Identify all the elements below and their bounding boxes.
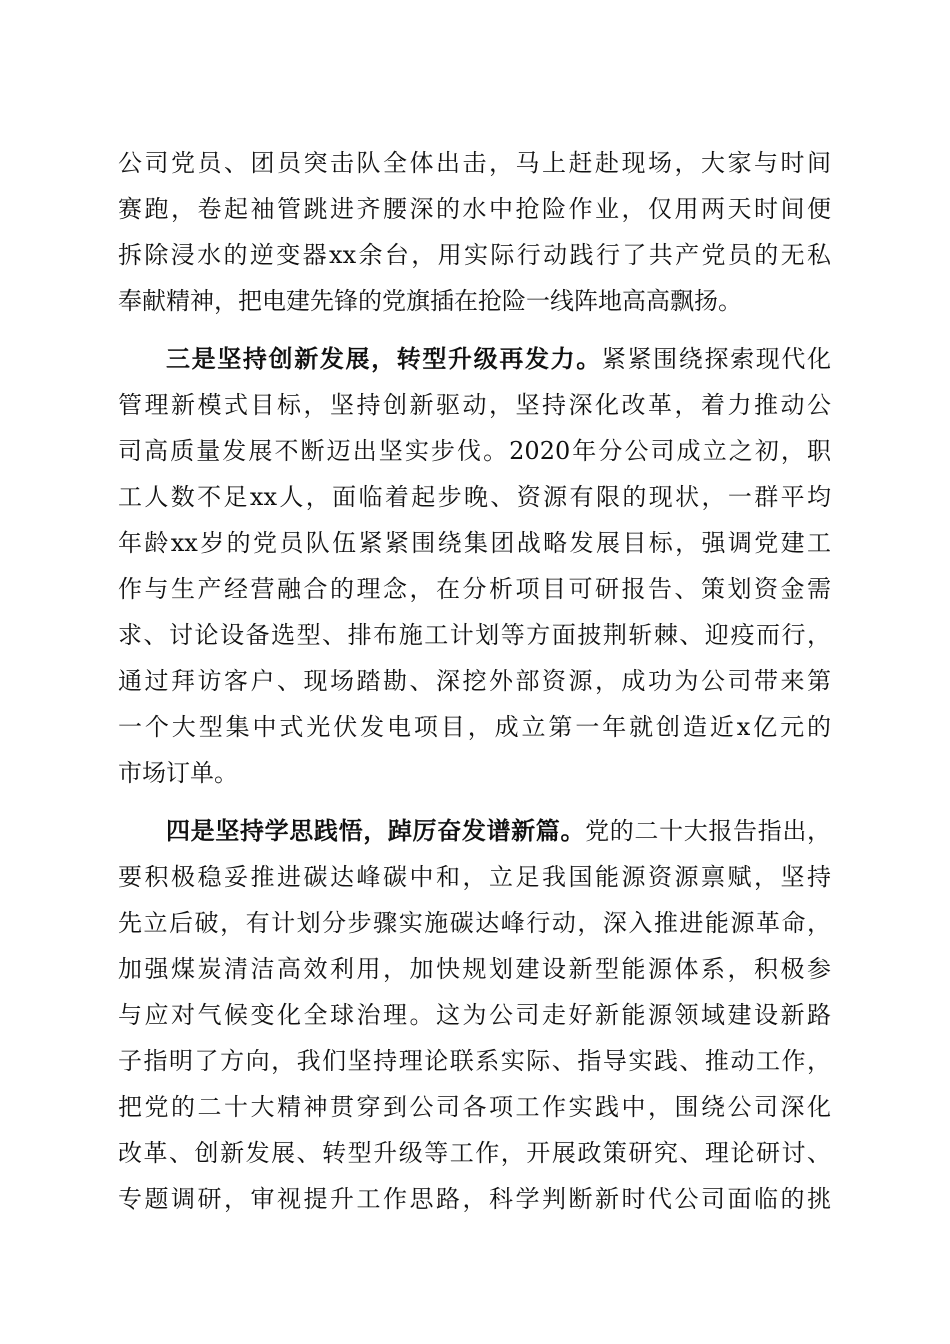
text-line: 工人数不足xx人，面临着起步晚、资源有限的现状，一群平均 [118, 483, 831, 511]
text-line: 奉献精神，把电建先锋的党旗插在抢险一线阵地高高飘扬。 [118, 287, 742, 315]
text-line: 求、讨论设备选型、排布施工计划等方面披荆斩棘、迎疫而行， [118, 621, 831, 649]
text-line: 通过拜访客户、现场踏勘、深挖外部资源，成功为公司带来第 [118, 667, 831, 695]
paragraph-heading: 四是坚持学思践悟，踔厉奋发谱新篇。 [166, 816, 586, 845]
paragraph-heading: 三是坚持创新发展，转型升级再发力。 [166, 344, 602, 373]
text-line: 公司党员、团员突击队全体出击，马上赶赴现场，大家与时间 [118, 149, 831, 177]
paragraph-1 [118, 140, 831, 324]
text-line: 把党的二十大精神贯穿到公司各项工作实践中，围绕公司深化 [118, 1093, 831, 1121]
text-line: 赛跑，卷起袖管跳进齐腰深的水中抢险作业，仅用两天时间便 [118, 195, 831, 223]
text-line: 市场订单。 [118, 759, 238, 787]
text-line: 加强煤炭清洁高效利用，加快规划建设新型能源体系，积极参 [118, 955, 831, 983]
text-line: 拆除浸水的逆变器xx余台，用实际行动践行了共产党员的无私 [118, 241, 831, 269]
text-line: 年龄xx岁的党员队伍紧紧围绕集团战略发展目标，强调党建工 [118, 529, 831, 557]
paragraph-first-line [118, 808, 831, 854]
text-line: 改革、创新发展、转型升级等工作，开展政策研究、理论研讨、 [118, 1139, 831, 1167]
text-line: 先立后破，有计划分步骤实施碳达峰行动，深入推进能源革命， [118, 909, 831, 937]
text-line: 子指明了方向，我们坚持理论联系实际、指导实践、推动工作， [118, 1047, 831, 1075]
text-line: 专题调研，审视提升工作思路，科学判断新时代公司面临的挑 [118, 1185, 831, 1213]
text-line: 与应对气候变化全球治理。这为公司走好新能源领域建设新路 [118, 1001, 831, 1029]
paragraph-2 [118, 336, 831, 796]
text-line: 司高质量发展不断迈出坚实步伐。2020年分公司成立之初，职 [118, 437, 831, 465]
paragraph-text: 紧紧围绕探索现代化 [601, 345, 832, 373]
text-line: 一个大型集中式光伏发电项目，成立第一年就创造近x亿元的 [118, 713, 831, 741]
paragraph-first-line [118, 336, 831, 382]
text-line: 要积极稳妥推进碳达峰碳中和，立足我国能源资源禀赋，坚持 [118, 863, 831, 891]
paragraph-text: 党的二十大报告指出， [585, 817, 832, 845]
text-line: 作与生产经营融合的理念，在分析项目可研报告、策划资金需 [118, 575, 831, 603]
text-line: 管理新模式目标，坚持创新驱动，坚持深化改革，着力推动公 [118, 391, 831, 419]
paragraph-3 [118, 808, 831, 1222]
document-body [118, 140, 831, 1222]
